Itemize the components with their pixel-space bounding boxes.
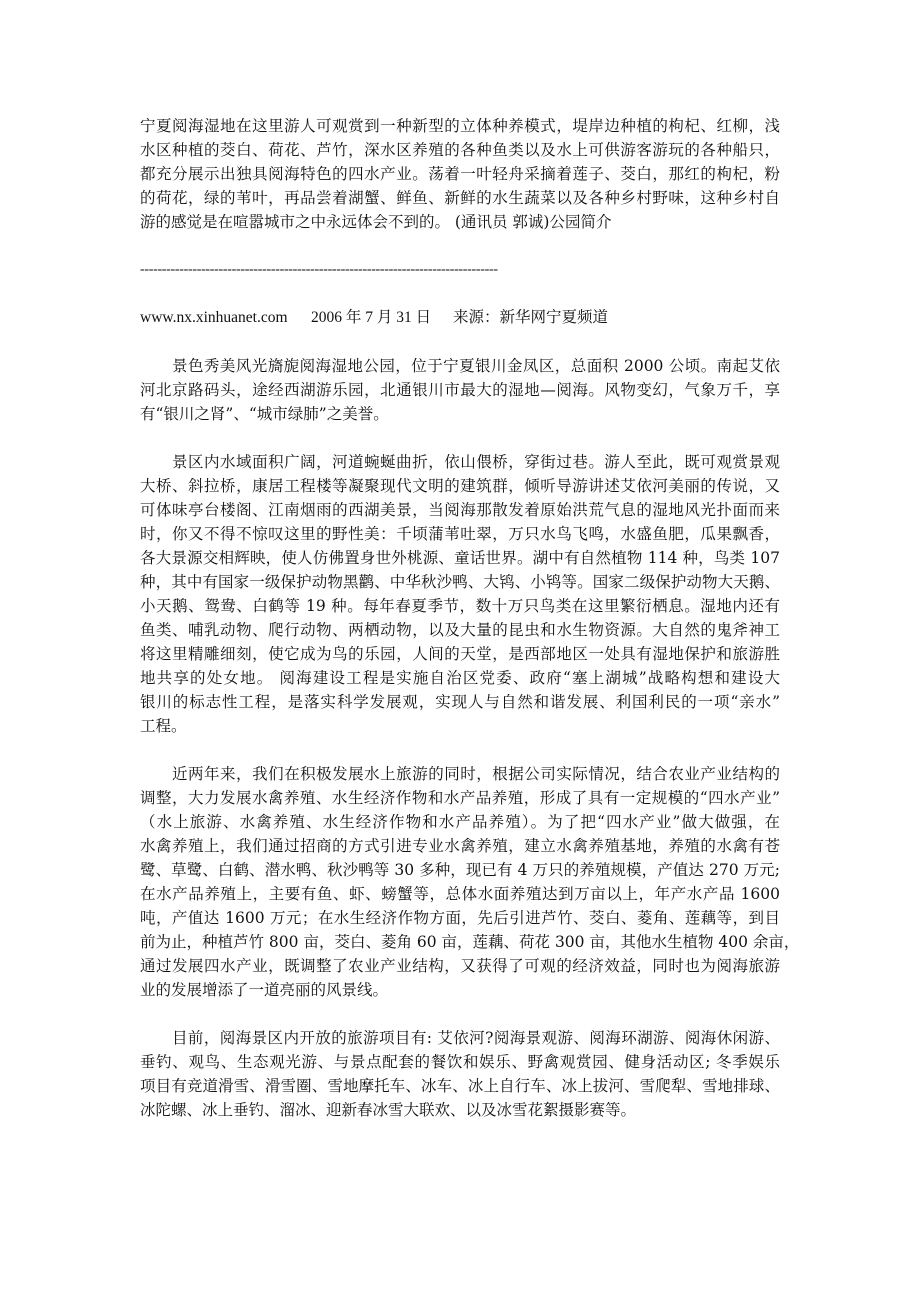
text-line: 种，其中有国家一级保护动物黑鹳、中华秋沙鸭、大鸨、小鸨等。国家二级保护动物大天鹅、 [140, 573, 780, 591]
document-page [140, 114, 800, 1122]
intro-paragraph [140, 114, 780, 234]
article-paragraph [140, 1026, 780, 1122]
text-line: 宁夏阅海湿地在这里游人可观赏到一种新型的立体种养模式，堤岸边种植的枸杞、红柳，浅 [140, 117, 780, 135]
source-date: 2006 年 7 月 31 日 [311, 309, 432, 326]
text-line: 地共享的处女地。 阅海建设工程是实施自治区党委、政府“塞上湖城”战略构想和建设大 [140, 669, 780, 687]
text-line: 水禽养殖上，我们通过招商的方式引进专业水禽养殖，建立水禽养殖基地，养殖的水禽有苍 [140, 837, 780, 855]
source-origin: 来源：新华网宁夏频道 [453, 309, 609, 326]
text-line: 大桥、斜拉桥，康居工程楼等凝聚现代文明的建筑群，倾听导游讲述艾依河美丽的传说，又 [140, 477, 780, 495]
text-line: 工程。 [140, 717, 187, 735]
text-line: 将这里精雕细刻，使它成为鸟的乐园，人间的天堂，是西部地区一处具有湿地保护和旅游胜 [140, 645, 780, 663]
text-line: 在水产品养殖上，主要有鱼、虾、螃蟹等，总体水面养殖达到万亩以上，年产水产品 1600 [140, 885, 780, 903]
text-line: 时，你又不得不惊叹这里的野性美：千顷蒲苇吐翠，万只水鸟飞鸣，水盛鱼肥，瓜果飘香， [140, 525, 780, 543]
text-line: 可体味亭台楼阁、江南烟雨的西湖美景，当阅海那散发着原始洪荒气息的湿地风光扑面而来 [140, 501, 780, 519]
text-line: 游的感觉是在喧嚣城市之中永远体会不到的。 (通讯员 郭诚)公园简介 [140, 213, 612, 231]
text-line: 各大景源交相辉映，使人仿佛置身世外桃源、童话世界。湖中有自然植物 114 种，鸟类 107 [140, 549, 780, 567]
text-line: 垂钓、观鸟、生态观光游、与景点配套的餐饮和娱乐、野禽观赏园、健身活动区; 冬季娱乐 [140, 1053, 780, 1071]
text-line: 调整，大力发展水禽养殖、水生经济作物和水产品养殖，形成了具有一定规模的“四水产业” [140, 789, 780, 807]
text-line: 前为止，种植芦竹 800 亩，茭白、菱角 60 亩，莲藕、荷花 300 亩，其他水生植物 400 余亩， [140, 933, 800, 951]
text-line: 景色秀美风光旖旎阅海湿地公园，位于宁夏银川金凤区，总面积 2000 公顷。南起艾依 [172, 357, 780, 375]
text-line: 项目有竞道滑雪、滑雪圈、雪地摩托车、冰车、冰上自行车、冰上拔河、雪爬犁、雪地排球、 [140, 1077, 780, 1095]
article-paragraph [140, 762, 800, 1002]
text-line: 景区内水域面积广阔，河道蜿蜒曲折，依山偎桥，穿街过巷。游人至此，既可观赏景观 [172, 453, 780, 471]
text-line: 业的发展增添了一道亮丽的风景线。 [140, 981, 389, 999]
text-line: 通过发展四水产业，既调整了农业产业结构，又获得了可观的经济效益，同时也为阅海旅游 [140, 957, 780, 975]
divider-line: ---------------------------------------------------------------------------------- [140, 262, 498, 277]
article-body [140, 354, 800, 1122]
article-paragraph [140, 354, 780, 426]
text-line: 河北京路码头，途经西湖游乐园，北通银川市最大的湿地—阅海。风物变幻，气象万千，享 [140, 381, 780, 399]
source-line [140, 306, 780, 330]
text-line: 小天鹅、鸳鸯、白鹤等 19 种。每年春夏季节，数十万只鸟类在这里繁衍栖息。湿地内还有 [140, 597, 780, 615]
text-line: 近两年来，我们在积极发展水上旅游的同时，根据公司实际情况，结合农业产业结构的 [172, 765, 780, 783]
text-line: 鱼类、哺乳动物、爬行动物、两栖动物，以及大量的昆虫和水生物资源。大自然的鬼斧神工 [140, 621, 780, 639]
text-line: 吨，产值达 1600 万元；在水生经济作物方面，先后引进芦竹、茭白、菱角、莲藕等，到目 [140, 909, 780, 927]
text-line: 都充分展示出独具阅海特色的四水产业。荡着一叶轻舟采摘着莲子、茭白，那红的枸杞，粉 [140, 165, 780, 183]
text-line: 有“银川之肾”、“城市绿肺”之美誉。 [140, 405, 389, 423]
text-line: 银川的标志性工程，是落实科学发展观，实现人与自然和谐发展、利国利民的一项“亲水” [140, 693, 780, 711]
text-line: 冰陀螺、冰上垂钓、溜冰、迎新春冰雪大联欢、以及冰雪花絮摄影赛等。 [140, 1101, 637, 1119]
text-line: （水上旅游、水禽养殖、水生经济作物和水产品养殖）。为了把“四水产业”做大做强，在 [140, 813, 780, 831]
article-paragraph [140, 450, 780, 738]
text-line: 水区种植的茭白、荷花、芦竹，深水区养殖的各种鱼类以及水上可供游客游玩的各种船只， [140, 141, 780, 159]
text-line: 目前，阅海景区内开放的旅游项目有: 艾依河?阅海景观游、阅海环湖游、阅海休闲游、 [172, 1029, 780, 1047]
text-line: 的荷花，绿的苇叶，再品尝着湖蟹、鲜鱼、新鲜的水生蔬菜以及各种乡村野味，这种乡村自 [140, 189, 780, 207]
text-line: 鹭、草鹭、白鹤、潜水鸭、秋沙鸭等 30 多种，现已有 4 万只的养殖规模，产值达 270 万元; [140, 861, 780, 879]
source-site: www.nx.xinhuanet.com [140, 309, 288, 326]
